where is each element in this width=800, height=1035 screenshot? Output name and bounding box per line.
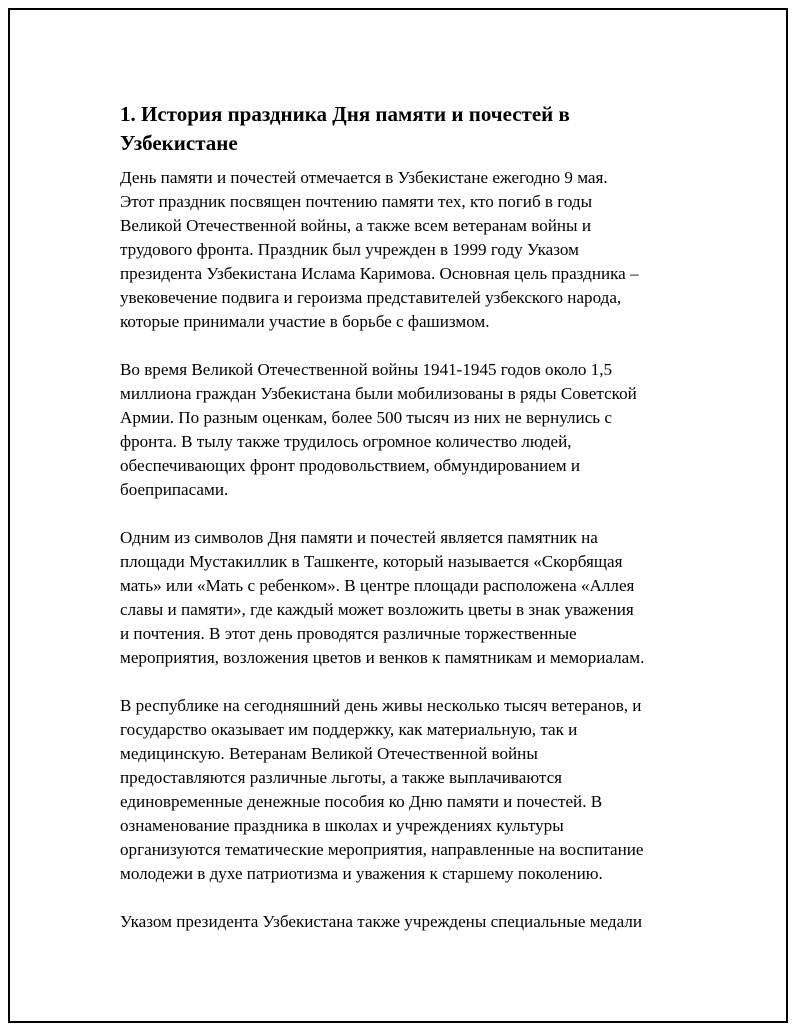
section-heading: 1. История праздника Дня памяти и почестей в Узбекистане xyxy=(120,102,570,155)
paragraph-3: Одним из символов Дня памяти и почестей является памятник на площади Мустакиллик в Ташкенте, который называется «Скорбящая мать» или «Мать с ребенком». В центре площади расположена «Аллея славы и памяти», где каждый может возложить цветы в знак уважения и почтения. В этот день проводятся различные торжественные мероприятия, возложения цветов и венков к памятникам и мемориалам. xyxy=(120,528,645,667)
paragraph-1: День памяти и почестей отмечается в Узбекистане ежегодно 9 мая. Этот праздник посвящен почтению памяти тех, кто погиб в годы Великой Отечественной войны, а также всем ветеранам войны и трудового фронта. Праздник был учрежден в 1999 году Указом президента Узбекистана Ислама Каримова. Основная цель праздника – увековечение подвига и героизма представителей узбекского народа, которые принимали участие в борьбе с фашизмом. xyxy=(120,168,639,331)
paragraph-2: Во время Великой Отечественной войны 1941-1945 годов около 1,5 миллиона граждан Узбекистана были мобилизованы в ряды Советской Армии. По разным оценкам, более 500 тысяч из них не вернулись с фронта. В тылу также трудилось огромное количество людей, обеспечивающих фронт продовольствием, обмундированием и боеприпасами. xyxy=(120,360,637,499)
document-body xyxy=(120,100,700,958)
paragraph-5: Указом президента Узбекистана также учреждены специальные медали xyxy=(120,912,643,931)
paragraph-4: В республике на сегодняшний день живы несколько тысяч ветеранов, и государство оказывает им поддержку, как материальную, так и медицинскую. Ветеранам Великой Отечественной войны предоставляются различные льготы, а также выплачиваются единовременные денежные пособия ко Дню памяти и почестей. В ознаменование праздника в школах и учреждениях культуры организуются тематические мероприятия, направленные на воспитание молодежи в духе патриотизма и уважения к старшему поколению. xyxy=(120,696,644,883)
page-frame xyxy=(8,8,788,1023)
